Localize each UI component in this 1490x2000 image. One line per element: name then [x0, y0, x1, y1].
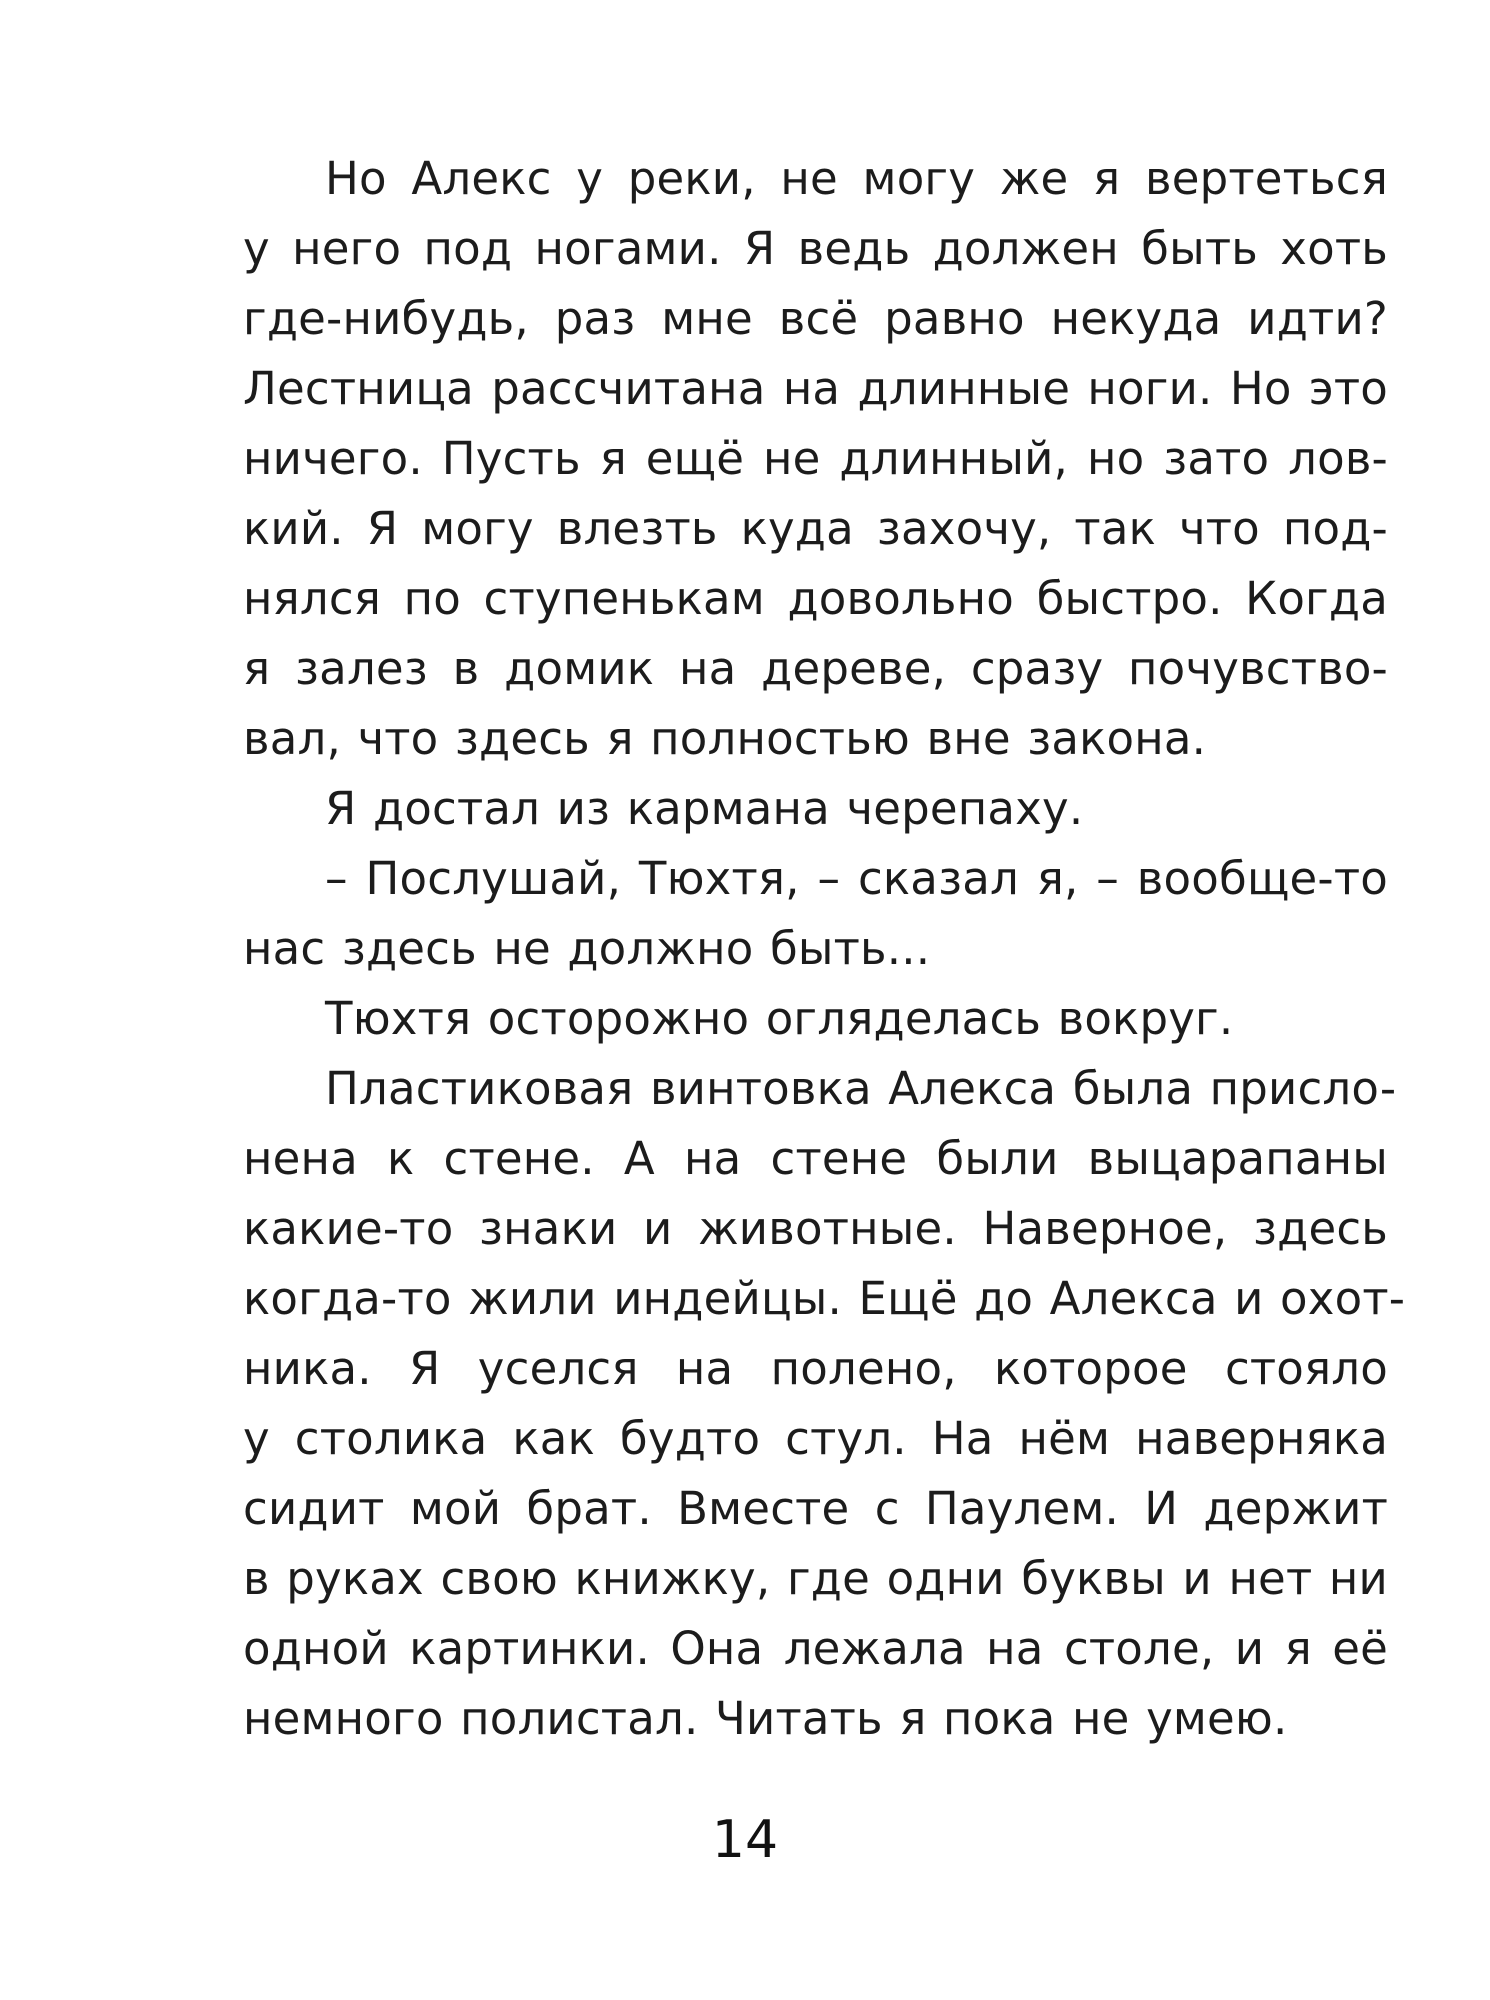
text-line: вал, что здесь я полностью вне закона.: [243, 712, 1207, 765]
text-line: ника. Я уселся на полено, которое стояло: [243, 1342, 1388, 1395]
text-line: Но Алекс у реки, не могу же я вертеться: [325, 152, 1388, 205]
text-line: нас здесь не должно быть...: [243, 922, 931, 975]
text-line: я залез в домик на дереве, сразу почувство-: [243, 642, 1388, 695]
text-line: у него под ногами. Я ведь должен быть хоть: [243, 222, 1388, 275]
text-line: Лестница рассчитана на длинные ноги. Но это: [243, 362, 1388, 415]
text-line: – Послушай, Тюхтя, – сказал я, – вообще-то: [325, 852, 1388, 905]
text-line: одной картинки. Она лежала на столе, и я её: [243, 1622, 1388, 1675]
text-line: Я достал из кармана черепаху.: [325, 782, 1084, 835]
text-line: нялся по ступенькам довольно быстро. Когда: [243, 572, 1388, 625]
text-line: нена к стене. А на стене были выцарапаны: [243, 1132, 1388, 1185]
text-line: в руках свою книжку, где одни буквы и нет ни: [243, 1552, 1388, 1605]
text-line: Тюхтя осторожно огляделась вокруг.: [325, 992, 1234, 1045]
text-body: [243, 144, 1406, 1754]
text-line: у столика как будто стул. На нём наверняка: [243, 1412, 1388, 1465]
text-line: где-нибудь, раз мне всё равно некуда идти?: [243, 292, 1388, 345]
text-line: Пластиковая винтовка Алекса была прислo-: [325, 1062, 1397, 1115]
text-line: немного полистал. Читать я пока не умею.: [243, 1692, 1288, 1745]
text-line: какие-то знаки и животные. Наверное, здесь: [243, 1202, 1388, 1255]
text-line: кий. Я могу влезть куда захочу, так что под-: [243, 502, 1388, 555]
text-line: ничего. Пусть я ещё не длинный, но зато лов-: [243, 432, 1388, 485]
page-number: 14: [711, 1810, 779, 1870]
text-line: сидит мой брат. Вместе с Паулем. И держит: [243, 1482, 1388, 1535]
text-line: когда-то жили индейцы. Ещё до Алекса и охот-: [243, 1272, 1406, 1325]
